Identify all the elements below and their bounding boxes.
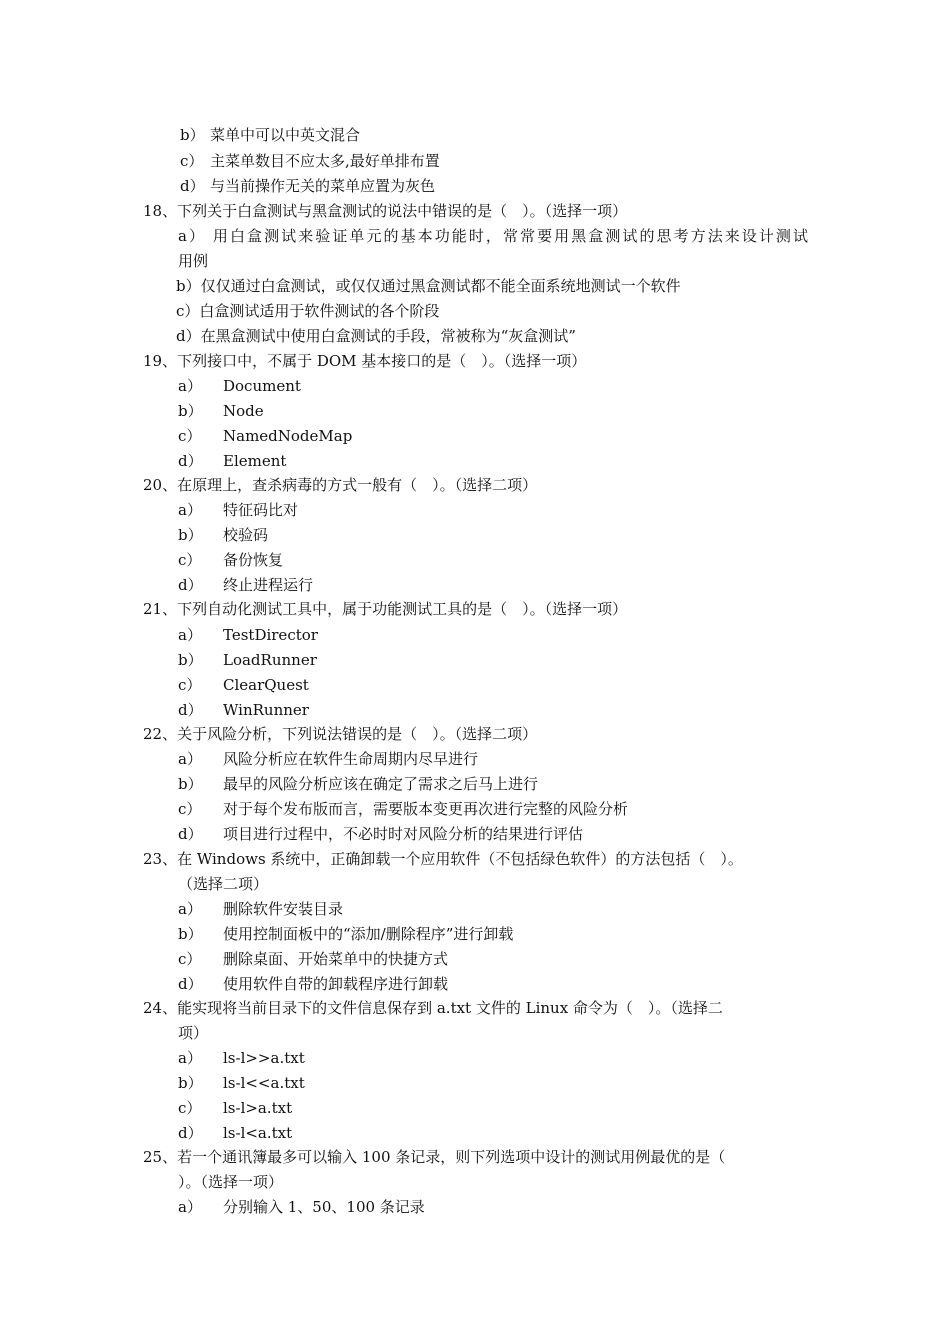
- option-19-c: c） NamedNodeMap: [178, 427, 353, 445]
- option-21-d: d） WinRunner: [178, 701, 309, 719]
- option-21-a: a） TestDirector: [178, 626, 318, 644]
- option-25-a: a） 分别输入 1、50、100 条记录: [178, 1198, 425, 1216]
- question-24-stem-cont: 项）: [178, 1024, 209, 1042]
- option-18-d: d）在黑盒测试中使用白盒测试的手段，常被称为“灰盒测试”: [176, 327, 576, 345]
- option-17-b: b） 菜单中可以中英文混合: [180, 126, 361, 144]
- question-22-stem: 22、关于风险分析，下列说法错误的是（ ）。（选择二项）: [143, 725, 538, 743]
- option-19-d: d） Element: [178, 452, 287, 470]
- question-21-stem: 21、下列自动化测试工具中，属于功能测试工具的是（ ）。（选择一项）: [143, 600, 628, 618]
- question-25-stem: 25、若一个通讯簿最多可以输入 100 条记录，则下列选项中设计的测试用例最优的是（: [143, 1148, 726, 1166]
- question-24-stem: 24、能实现将当前目录下的文件信息保存到 a.txt 文件的 Linux 命令为（ ）。（选择二: [143, 999, 723, 1017]
- option-22-a: a） 风险分析应在软件生命周期内尽早进行: [178, 750, 479, 768]
- option-24-d: d） ls-l<a.txt: [178, 1124, 293, 1142]
- option-19-b: b） Node: [178, 402, 264, 420]
- option-21-c: c） ClearQuest: [178, 676, 309, 694]
- option-20-c: c） 备份恢复: [178, 551, 284, 569]
- question-20-stem: 20、在原理上，查杀病毒的方式一般有（ ）。（选择二项）: [143, 476, 538, 494]
- question-23-stem: 23、在 Windows 系统中，正确卸载一个应用软件（不包括绿色软件）的方法包括（ ）。: [143, 850, 743, 868]
- option-18-a-cont: 用例: [178, 252, 209, 270]
- question-23-stem-cont: （选择二项）: [178, 875, 269, 893]
- option-19-a: a） Document: [178, 377, 301, 395]
- option-22-d: d） 项目进行过程中，不必时时对风险分析的结果进行评估: [178, 825, 584, 843]
- option-17-c: c） 主菜单数目不应太多,最好单排布置: [180, 152, 440, 170]
- option-18-b: b）仅仅通过白盒测试，或仅仅通过黑盒测试都不能全面系统地测试一个软件: [176, 277, 681, 295]
- option-22-b: b） 最早的风险分析应该在确定了需求之后马上进行: [178, 775, 539, 793]
- option-23-d: d） 使用软件自带的卸载程序进行卸载: [178, 975, 449, 993]
- option-23-c: c） 删除桌面、开始菜单中的快捷方式: [178, 950, 449, 968]
- option-18-c: c）白盒测试适用于软件测试的各个阶段: [176, 302, 440, 320]
- option-22-c: c） 对于每个发布版而言，需要版本变更再次进行完整的风险分析: [178, 800, 629, 818]
- option-20-b: b） 校验码: [178, 526, 269, 544]
- option-24-a: a） ls-l>>a.txt: [178, 1049, 305, 1067]
- option-17-d: d） 与当前操作无关的菜单应置为灰色: [180, 177, 436, 195]
- option-21-b: b） LoadRunner: [178, 651, 317, 669]
- option-20-a: a） 特征码比对: [178, 501, 299, 519]
- option-24-c: c） ls-l>a.txt: [178, 1099, 293, 1117]
- option-20-d: d） 终止进程运行: [178, 576, 314, 594]
- option-23-a: a） 删除软件安装目录: [178, 900, 344, 918]
- option-18-a: a） 用白盒测试来验证单元的基本功能时，常常要用黑盒测试的思考方法来设计测试: [178, 227, 808, 245]
- question-18-stem: 18、下列关于白盒测试与黑盒测试的说法中错误的是（ ）。（选择一项）: [143, 202, 628, 220]
- question-19-stem: 19、下列接口中，不属于 DOM 基本接口的是（ ）。（选择一项）: [143, 352, 587, 370]
- option-24-b: b） ls-l<<a.txt: [178, 1074, 305, 1092]
- question-25-stem-cont: ）。（选择一项）: [178, 1173, 284, 1191]
- option-23-b: b） 使用控制面板中的“添加/删除程序”进行卸载: [178, 925, 514, 943]
